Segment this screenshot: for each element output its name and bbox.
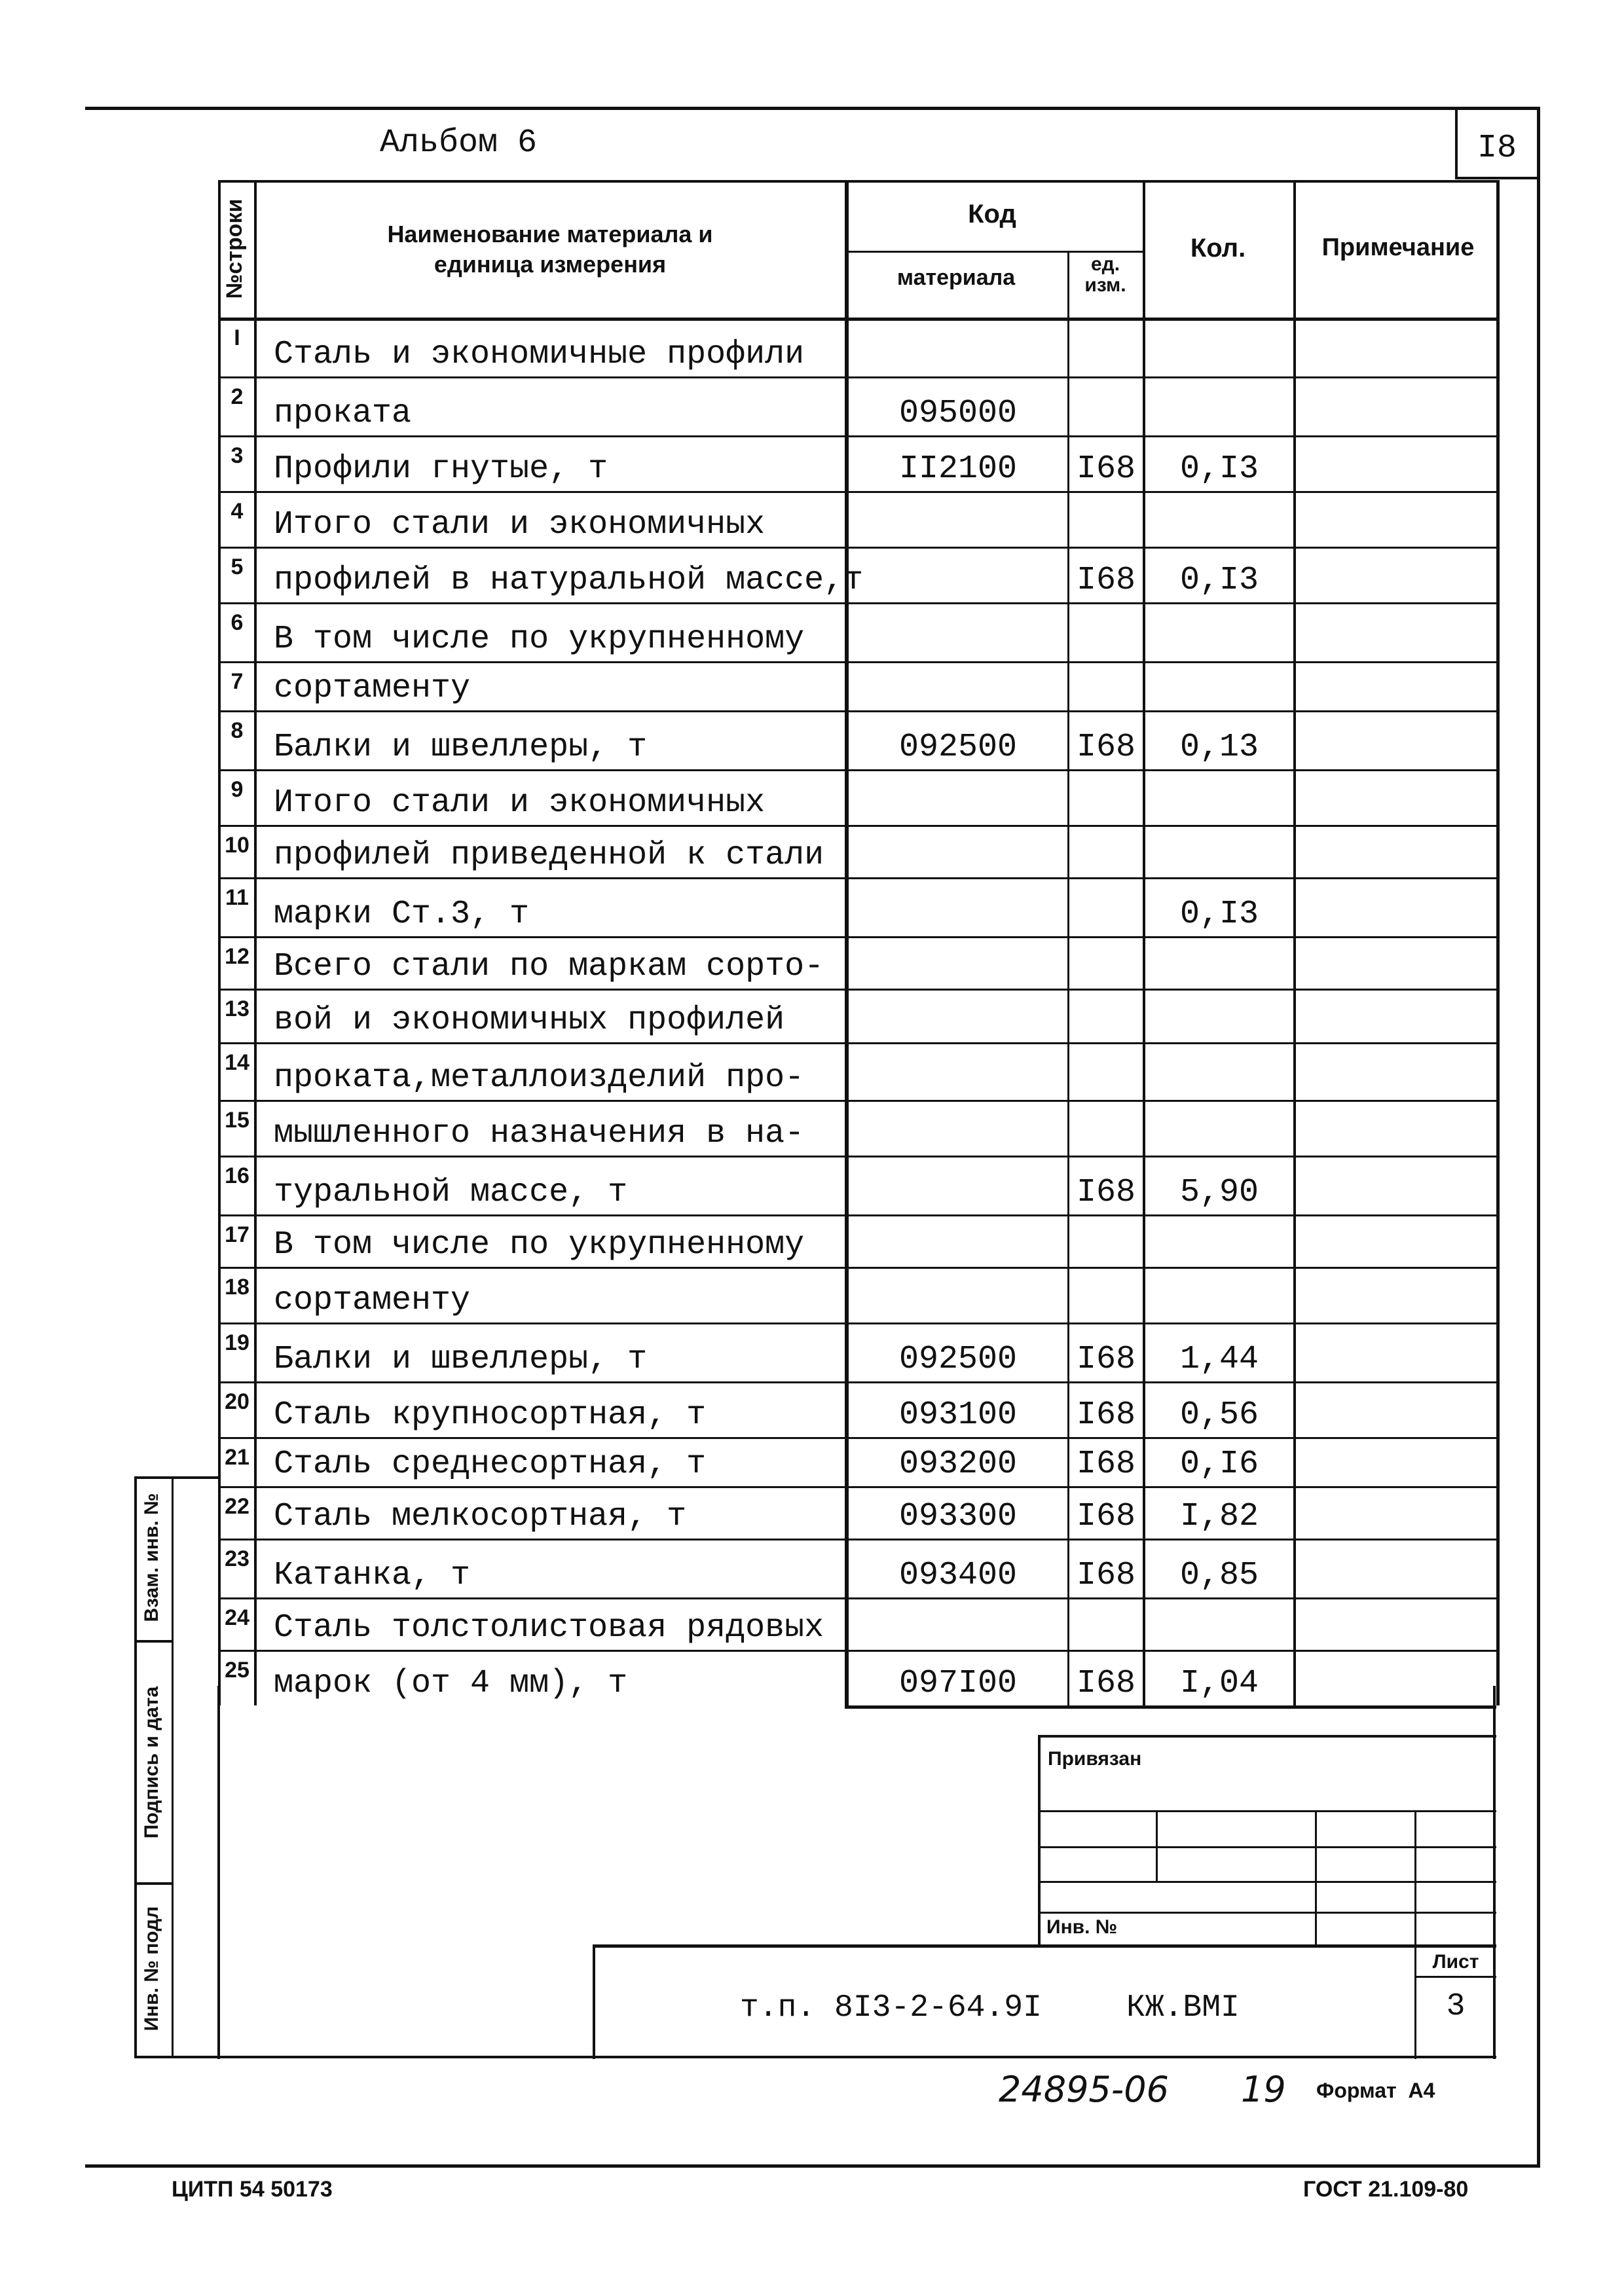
tb-main-left [593,1944,595,2059]
row-name: проката,металлоизделий про- [274,1059,805,1097]
privyazan-label: Привязан [1048,1748,1142,1770]
header-name [259,219,841,280]
row-unit: I68 [1076,1341,1135,1378]
side-stamp-top-line [134,1476,219,1479]
row-number: 22 [225,1494,249,1519]
row-separator [218,1214,1496,1216]
sheet-number: I8 [1477,130,1517,167]
list-number: 3 [1446,1989,1466,2024]
header-note: Примечание [1321,234,1475,261]
row-separator [218,1042,1496,1044]
side-stamp-left-line [134,1476,137,2057]
row-name: вой и экономичных профилей [274,1002,785,1039]
row-name: Итого стали и экономичных [274,784,766,822]
header-code: Код [968,200,1016,228]
row-code: 097I00 [898,1665,1018,1702]
row-qty: 0,56 [1179,1396,1259,1434]
row-qty: 5,90 [1179,1174,1259,1211]
tb-bottom-line [217,2056,1496,2058]
row-name: марок (от 4 мм), т [274,1665,628,1702]
row-name: сортаменту [274,1282,471,1319]
tb-row-2 [1038,1846,1496,1848]
side-stamp-mid-line [172,1476,174,2057]
row-number: 19 [225,1330,249,1355]
row-code: 093200 [898,1446,1018,1483]
row-name: марки Ст.3, т [274,896,530,933]
handwritten-number: 24895-06 [999,2069,1169,2110]
row-name: профилей в натуральной массе,т [274,562,864,599]
row-number: 3 [231,443,244,468]
tb-row-1 [1038,1810,1496,1812]
row-number: 25 [225,1658,249,1683]
row-number: 14 [225,1050,249,1075]
footer-right: ГОСТ 21.109-80 [1303,2177,1469,2202]
side-stamp-bottom-line [134,2056,219,2058]
table-body-bottom [845,1705,1496,1709]
row-qty: 0,I6 [1179,1446,1259,1483]
row-unit: I68 [1076,562,1135,599]
row-number: 13 [225,996,249,1021]
row-separator [218,1650,1496,1652]
row-separator [218,936,1496,938]
row-qty: 0,85 [1179,1557,1259,1594]
row-number: 11 [225,885,249,910]
row-code: II2100 [898,450,1018,488]
row-number: 21 [225,1445,249,1470]
table-header-bottom [218,318,1496,321]
row-code: 095000 [898,395,1018,432]
row-separator [218,1437,1496,1439]
row-code: 092500 [898,1341,1018,1378]
row-unit: I68 [1076,1498,1135,1535]
row-name: туральной массе, т [274,1174,628,1211]
row-unit: I68 [1076,1557,1135,1594]
row-code: 093100 [898,1396,1018,1434]
row-number: 6 [231,610,244,635]
row-number: 9 [231,777,244,802]
header-code-material: материала [896,265,1016,290]
row-name: Итого стали и экономичных [274,506,766,543]
row-unit: I68 [1076,1665,1135,1702]
row-number: 4 [231,499,244,524]
row-name: сортаменту [274,670,471,707]
tb-main-top [593,1944,1496,1948]
row-name: мышленного назначения в на- [274,1115,805,1152]
row-qty: I,04 [1179,1665,1259,1702]
row-separator [218,1322,1496,1324]
inv-no-label: Инв. № [1046,1916,1118,1938]
row-qty: 0,I3 [1179,562,1259,599]
row-name: В том числе по укрупненному [274,1226,805,1264]
row-number: 15 [225,1108,249,1133]
row-separator [218,877,1496,879]
handwritten-sheet: 19 [1241,2069,1286,2110]
row-qty: 0,13 [1179,729,1259,766]
list-label: Лист [1432,1951,1479,1973]
album-title: Альбом 6 [380,124,538,162]
format-label: Формат А4 [1316,2079,1435,2102]
sheet-box-bottom-line [1455,177,1540,179]
row-number: 24 [225,1605,249,1630]
row-separator [218,661,1496,663]
row-code: 093400 [898,1557,1018,1594]
row-name: Профили гнутые, т [274,450,608,488]
side-stamp-divider-1 [134,1640,174,1643]
row-code: 092500 [898,729,1018,766]
header-row-number: №строки [222,198,247,299]
tb-left-line [217,1686,220,2059]
row-separator [218,710,1496,712]
side-stamp-divider-2 [134,1882,174,1885]
row-number: 12 [225,944,249,969]
tb-col-2 [1315,1810,1317,1944]
right-border-line [1537,107,1540,2166]
side-stamp-vzam: Взам. инв. № [141,1493,162,1622]
row-number: 18 [225,1275,249,1300]
row-separator [218,1267,1496,1269]
tb-row-4 [1038,1912,1496,1914]
row-name: проката [274,395,412,432]
row-separator [218,376,1496,378]
row-unit: I68 [1076,1396,1135,1434]
row-name: Балки и швеллеры, т [274,729,648,766]
code-split-line [845,251,1143,253]
row-separator [218,1100,1496,1102]
side-stamp-podpis: Подпись и дата [141,1686,162,1839]
row-unit: I68 [1076,450,1135,488]
row-separator [218,1597,1496,1599]
row-name: Сталь и экономичные профили [274,336,805,373]
row-name: Сталь среднесортная, т [274,1446,707,1483]
row-name: Балки и швеллеры, т [274,1341,648,1378]
row-unit: I68 [1076,1174,1135,1211]
table-header-top [218,180,1496,183]
row-separator [218,825,1496,827]
bottom-border-line [85,2164,1540,2168]
row-number: 16 [225,1163,249,1188]
row-unit: I68 [1076,729,1135,766]
row-name: В том числе по укрупненному [274,621,805,658]
row-separator [218,1381,1496,1383]
row-number: 5 [231,555,244,579]
doc-mark: КЖ.ВМI [1126,1990,1240,2026]
col-qty [1293,180,1296,1705]
row-separator [218,602,1496,604]
row-number: 20 [225,1389,249,1414]
row-number: 7 [231,669,244,694]
col-right [1496,180,1500,1705]
row-code: 093300 [898,1498,1018,1535]
tb-list-sep [1414,1976,1496,1978]
row-separator [218,435,1496,437]
row-number: I [234,325,240,350]
row-qty: I,82 [1179,1498,1259,1535]
doc-code: т.п. 8I3-2-64.9I [740,1990,1042,2026]
row-separator [218,1539,1496,1540]
row-separator [218,1486,1496,1488]
row-separator [218,547,1496,549]
row-number: 8 [231,718,244,743]
row-qty: 1,44 [1179,1341,1259,1378]
row-separator [218,989,1496,991]
row-name: Сталь крупносортная, т [274,1396,707,1434]
top-border-line [85,107,1540,110]
header-qty: Кол. [1190,234,1246,263]
header-code-unit: ед. изм. [1084,253,1126,296]
row-number: 23 [225,1546,249,1571]
tb-privyazan-top [1038,1735,1496,1738]
row-name: Всего стали по маркам сорто- [274,948,824,985]
row-qty: 0,I3 [1179,896,1259,933]
row-separator [218,491,1496,493]
row-number: 17 [225,1222,249,1247]
row-number: 10 [225,833,249,858]
tb-row-3 [1038,1881,1496,1883]
row-separator [218,769,1496,771]
row-name: Сталь мелкосортная, т [274,1498,687,1535]
footer-left: ЦИТП 54 50173 [172,2177,333,2202]
row-qty: 0,I3 [1179,450,1259,488]
row-name: Катанка, т [274,1557,471,1594]
row-number: 2 [231,384,244,409]
row-name: профилей приведенной к стали [274,837,824,874]
tb-col-1 [1156,1810,1158,1882]
row-name: Сталь толстолистовая рядовых [274,1609,824,1647]
row-separator [218,1156,1496,1157]
col-num [254,180,257,1705]
header-name-text: Наименование материала и единица измерения [387,221,713,278]
side-stamp-inv-podl: Инв. № подл [141,1906,162,2032]
row-unit: I68 [1076,1446,1135,1483]
